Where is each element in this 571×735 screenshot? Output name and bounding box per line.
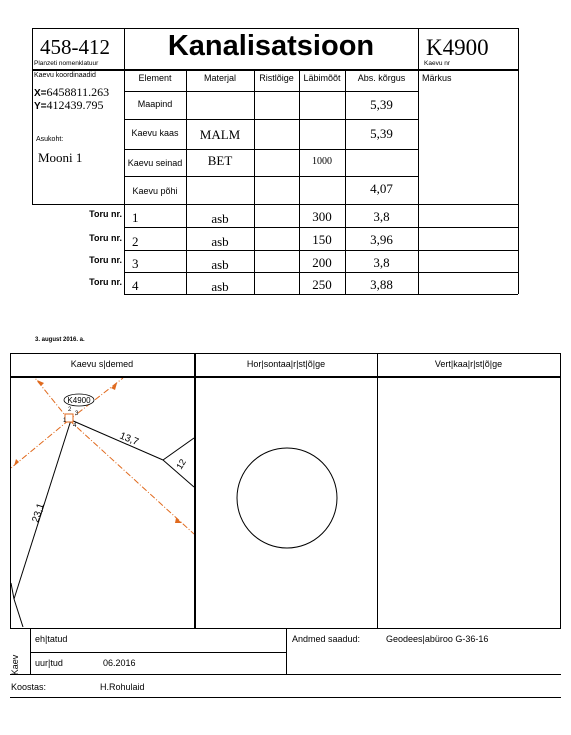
pipe-diameter: 300 [312, 209, 332, 224]
well-number: K4900 [426, 35, 489, 60]
footer-author: H.Rohulaid [100, 682, 145, 692]
col-abs: Abs. kõrgus [357, 73, 406, 83]
col-element: Element [138, 73, 172, 83]
sketch-dimension: 12 [174, 457, 189, 472]
coord-y [34, 98, 104, 113]
pipe-label: Toru nr. [89, 209, 122, 219]
sketch-pipe-number: 3 [75, 411, 79, 417]
sketch-dimension: 23,1 [30, 502, 47, 524]
row-material: MALM [199, 127, 241, 142]
arrow-icon [37, 380, 44, 386]
pipe-abs: 3,96 [370, 232, 393, 247]
location-value: Mooni 1 [38, 150, 83, 165]
panel-vertical-title: Vert|kaa|r|st|õ|ge [434, 359, 503, 369]
coord-y-label: Y= [34, 101, 47, 112]
plan-code: 458-412 [40, 35, 110, 59]
footer-surveyed-label: uur|tud [35, 658, 63, 668]
row-abs: 4,07 [370, 181, 393, 196]
row-element: Maapind [137, 99, 173, 109]
pipe-number: 1 [132, 210, 139, 225]
location-label: Asukoht: [36, 136, 64, 143]
sketch-pipe-number: 2 [68, 407, 72, 413]
pipe-number: 3 [132, 256, 139, 271]
pipe-label: Toru nr. [89, 255, 122, 265]
horizontal-section-circle [235, 446, 339, 550]
panel-horizontal-title: Hor|sontaa|r|st|õ|ge [246, 359, 326, 369]
pipe-diameter: 150 [312, 232, 332, 247]
well-number-label: Kaevu nr [424, 60, 451, 67]
page-title: Kanalisatsioon [167, 30, 375, 62]
plan-code-label: Planzeti nomenklatuur [34, 60, 99, 67]
pipe-abs: 3,88 [370, 277, 393, 292]
pipe-diameter: 250 [312, 277, 332, 292]
pipe-label: Toru nr. [89, 277, 122, 287]
row-element: Kaevu põhi [132, 186, 178, 196]
footer-source-value: Geodees|abüroo G-36-16 [386, 634, 489, 644]
footer-source-label: Andmed saadud: [292, 634, 361, 644]
pipe-abs: 3,8 [373, 255, 390, 270]
arrow-icon [111, 383, 117, 390]
row-element: Kaevu kaas [131, 128, 179, 138]
arrow-icon [14, 459, 19, 466]
col-material: Materjal [203, 73, 236, 83]
footer-author-label: Koostas: [11, 682, 47, 692]
sketch-pipe-number: 1 [63, 418, 67, 424]
row-material: BET [207, 153, 233, 168]
arrow-icon [175, 518, 182, 523]
row-abs: 5,39 [370, 126, 393, 141]
panel-connections-title: Kaevu s|demed [70, 359, 134, 369]
document-date: 3. august 2016. a. [35, 337, 85, 343]
pipe-material: asb [211, 211, 229, 226]
sketch-well-label: K4900 [67, 396, 91, 405]
pipe-number: 4 [132, 278, 139, 293]
footer-side-label: Kaev [10, 654, 20, 676]
footer-surveyed-date: 06.2016 [103, 658, 136, 668]
pipe-number: 2 [132, 234, 139, 249]
pipe-material: asb [211, 257, 229, 272]
pipe-abs: 3,8 [373, 209, 390, 224]
footer-built-label: eh|tatud [35, 634, 68, 644]
pipe-label: Toru nr. [89, 233, 122, 243]
col-notes: Märkus [422, 73, 452, 83]
sketch-pipe-number: 4 [73, 423, 77, 429]
coord-x-label: X= [34, 88, 47, 99]
row-element: Kaevu seinad [127, 158, 183, 168]
sketch-dimension: 13,7 [117, 430, 141, 449]
row-abs: 5,39 [370, 97, 393, 112]
pipe-material: asb [211, 234, 229, 249]
col-diameter: Läbimõõt [303, 73, 341, 83]
coord-x-value: 6458811.263 [46, 85, 110, 99]
pipe-diameter: 200 [312, 255, 332, 270]
coord-y-value: 412439.795 [46, 98, 104, 112]
coords-label: Kaevu koordinaadid [34, 72, 96, 79]
row-diameter: 1000 [312, 156, 332, 167]
connections-sketch [11, 378, 194, 627]
col-cross: Ristlõige [259, 73, 294, 83]
pipe-material: asb [211, 279, 229, 294]
